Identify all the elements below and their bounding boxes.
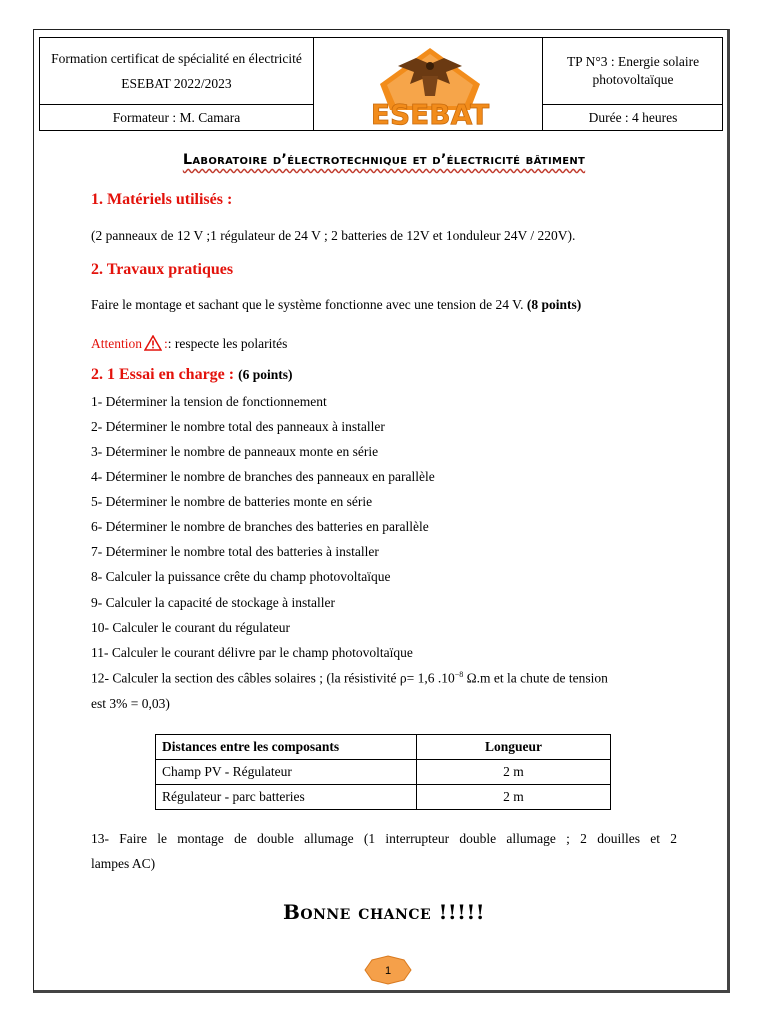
question-item: 9- Calculer la capacité de stockage à installer [91,595,336,610]
question-item: 4- Déterminer le nombre de branches des panneaux en parallèle [91,469,435,484]
question-12-line2: est 3% = 0,03) [91,696,170,711]
table-cell: 2 m [417,760,611,785]
materiels-text: (2 panneaux de 12 V ;1 régulateur de 24 V ; 2 batteries de 12V et 1onduleur 24V / 220V). [91,228,576,243]
formation-cell [40,38,314,105]
table-cell: 2 m [417,785,611,810]
question-13-line2: lampes AC) [91,856,156,871]
section-materiels-title: 1. Matériels utilisés : [91,191,233,208]
section-travaux-title: 2. Travaux pratiques [91,261,234,278]
table-row [156,760,611,785]
attention-label: Attention [91,336,142,351]
table-cell: Champ PV - Régulateur [156,760,417,785]
page-frame [33,29,730,993]
duree-text: Durée : 4 heures [588,110,678,125]
document-header [39,37,723,131]
section-essai-title: 2. 1 Essai en charge : [91,366,235,383]
tp-cell [542,38,723,105]
closing-text: Bonne chance !!!!! [282,900,486,924]
q12-exponent: −8 [454,670,464,679]
attention-line: Attention :: respecte les polarités [91,336,288,351]
table-cell: Régulateur - parc batteries [156,785,417,810]
question-item: 8- Calculer la puissance crête du champ photovoltaïque [91,569,391,584]
question-item: 11- Calculer le courant délivre par le champ photovoltaïque [91,645,413,660]
formation-text: Formation certificat de spécialité en électricité ESEBAT 2022/2023 [51,51,302,91]
formateur-text: Formateur : M. Camara [112,110,241,125]
table-header-cell: Distances entre les composants [156,735,417,760]
q12-text-a: 12- Calculer la section des câbles solaires ; (la résistivité ρ= 1,6 .10 [91,670,455,686]
formateur-cell [40,105,314,130]
table-header-cell: Longueur [417,735,611,760]
question-item: 2- Déterminer le nombre total des panneaux à installer [91,419,385,434]
page-number-badge [364,955,412,985]
question-item: 5- Déterminer le nombre de batteries monte en série [91,494,373,509]
distances-table [155,734,611,810]
tp-text: TP N°3 : Energie solaire photovoltaïque [566,54,700,87]
table-header-row [156,735,611,760]
table-row [156,785,611,810]
question-item: 10- Calculer le courant du régulateur [91,620,291,635]
essai-points: (6 points) [238,367,293,382]
attention-text: : respecte les polarités [167,336,288,351]
page-number: 1 [384,965,392,977]
q12-text-b: Ω.m et la chute de tension [463,670,608,686]
question-13-line1: 13- Faire le montage de double allumage (1 interrupteur double allumage ; 2 douilles et 2 [91,831,677,846]
warning-icon [144,335,162,351]
question-item: 6- Déterminer le nombre de branches des batteries en parallèle [91,519,429,534]
esebat-logo [330,44,530,128]
question-item: 1- Déterminer la tension de fonctionnement [91,394,327,409]
logo-text: ESEBAT [370,98,490,128]
travaux-points: (8 points) [526,297,582,312]
travaux-line [91,297,581,313]
duree-cell [542,105,723,130]
essai-line [91,366,293,384]
question-12-line1 [91,670,608,687]
travaux-text: Faire le montage et sachant que le système fonctionne avec une tension de 24 V. [91,297,524,312]
lab-title: Laboratoire d’électrotechnique et d’électricité bâtiment [182,152,586,168]
question-item: 3- Déterminer le nombre de panneaux monte en série [91,444,379,459]
question-item: 7- Déterminer le nombre total des batteries à installer [91,544,379,559]
